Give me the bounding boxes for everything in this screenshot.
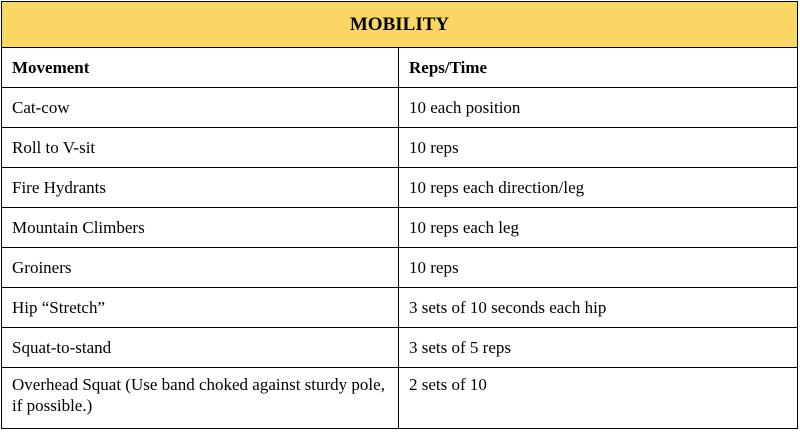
reps-time-cell: 3 sets of 5 reps — [399, 328, 798, 368]
reps-time-cell: 10 reps each leg — [399, 208, 798, 248]
movement-cell: Mountain Climbers — [2, 208, 399, 248]
movement-cell: Roll to V-sit — [2, 128, 399, 168]
movement-cell: Squat-to-stand — [2, 328, 399, 368]
table-row — [2, 168, 798, 208]
table-row — [2, 368, 798, 429]
table-header-row — [2, 48, 798, 88]
reps-time-cell: 10 reps — [399, 128, 798, 168]
movement-cell: Cat-cow — [2, 88, 399, 128]
table-row — [2, 88, 798, 128]
movement-cell: Overhead Squat (Use band choked against sturdy pole, if possible.) — [2, 368, 399, 429]
movement-cell: Groiners — [2, 248, 399, 288]
table-row — [2, 128, 798, 168]
table-row — [2, 248, 798, 288]
reps-time-cell: 10 reps each direction/leg — [399, 168, 798, 208]
table-row — [2, 208, 798, 248]
table-row — [2, 288, 798, 328]
reps-time-cell: 10 reps — [399, 248, 798, 288]
column-header-reps-time: Reps/Time — [399, 48, 798, 88]
table-title-row — [2, 2, 798, 48]
table-row — [2, 328, 798, 368]
mobility-table — [1, 1, 798, 429]
column-header-movement: Movement — [2, 48, 399, 88]
movement-cell: Hip “Stretch” — [2, 288, 399, 328]
reps-time-cell: 3 sets of 10 seconds each hip — [399, 288, 798, 328]
table-title: MOBILITY — [2, 2, 798, 48]
movement-cell: Fire Hydrants — [2, 168, 399, 208]
reps-time-cell: 10 each position — [399, 88, 798, 128]
reps-time-cell: 2 sets of 10 — [399, 368, 798, 429]
